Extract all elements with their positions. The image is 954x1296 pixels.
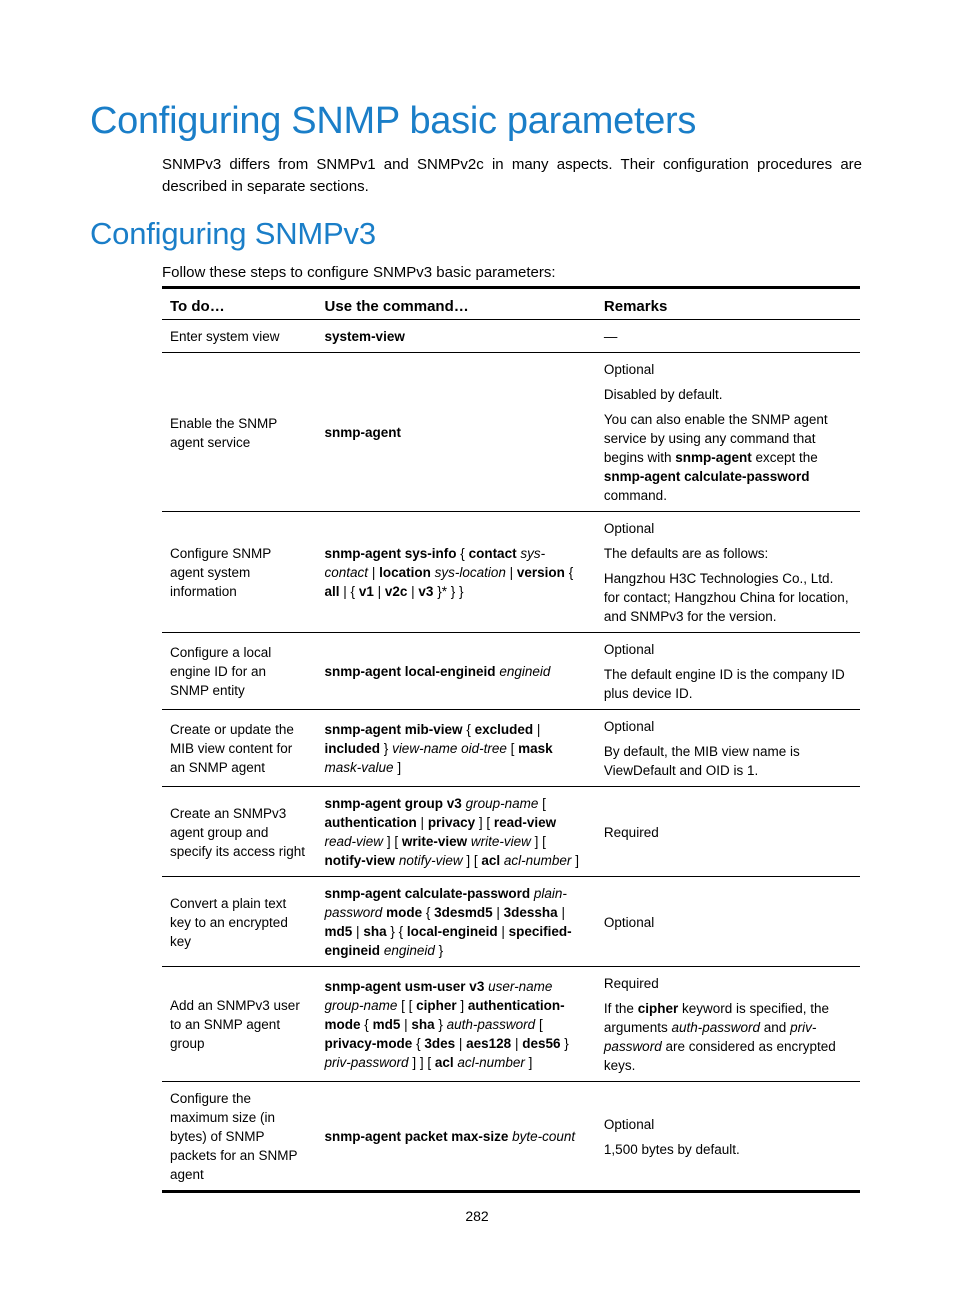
remarks-cell (596, 787, 860, 877)
command-text: contact (468, 546, 517, 561)
remark-text: — (603, 329, 618, 344)
todo-cell: Configure SNMP agent system information (162, 512, 317, 633)
command-text: v2c (384, 584, 408, 599)
command-text: | (352, 924, 364, 939)
command-text: 3dessha (503, 905, 558, 920)
todo-cell: Configure a local engine ID for an SNMP entity (162, 633, 317, 710)
command-cell (317, 1082, 596, 1192)
command-text: md5 (372, 1017, 401, 1032)
remark-text: and (760, 1020, 791, 1035)
command-text: } (380, 741, 393, 756)
command-text: notify-view (324, 853, 396, 868)
command-text: acl (434, 1055, 454, 1070)
todo-cell: Configure the maximum size (in bytes) of SNMP packets for an SNMP agent (170, 1091, 298, 1182)
command-text: | (533, 722, 541, 737)
command-text: view-name oid-tree (392, 741, 507, 756)
command-cell (317, 320, 596, 353)
lead-sentence: Follow these steps to configure SNMPv3 basic parameters: (162, 264, 556, 281)
remark-text: Required (603, 824, 659, 840)
todo-cell: Enter system view (162, 320, 317, 353)
command-text: byte-count (512, 1129, 576, 1144)
command-text: [ (538, 796, 546, 811)
command-text: sys-location (434, 565, 506, 580)
remark-text: cipher (637, 1001, 679, 1016)
command-text: priv-password (324, 1055, 409, 1070)
command-text: | { (339, 584, 359, 599)
command-text: | (368, 565, 380, 580)
remark-text: priv-password (603, 1020, 817, 1054)
table-row (162, 512, 860, 633)
remarks-cell (596, 353, 860, 512)
command-text: sha (363, 924, 387, 939)
command-text: ] [ (530, 834, 546, 849)
remark-text: Optional (603, 521, 655, 536)
command-text: } (560, 1036, 569, 1051)
remark-paragraph (604, 974, 852, 993)
command-text: read-view (493, 815, 557, 830)
remark-paragraph (604, 665, 852, 703)
command-text: { (564, 565, 574, 580)
configuration-steps-table (162, 286, 860, 1193)
command-text: v3 (418, 584, 434, 599)
command-text: acl (481, 853, 501, 868)
remarks-cell (596, 877, 860, 967)
command-cell (317, 787, 596, 877)
command-text: | (407, 584, 419, 599)
remarks-cell (596, 710, 860, 787)
header-command: Use the command… (317, 288, 596, 320)
command-text: | (400, 1017, 412, 1032)
command-text: { (422, 905, 435, 920)
command-text: snmp-agent group v3 (324, 796, 462, 811)
table-row (162, 787, 860, 877)
command-text: 3desmd5 (434, 905, 493, 920)
remark-paragraph (604, 327, 852, 346)
page-title: Configuring SNMP basic parameters (90, 100, 697, 142)
command-text: acl-number (503, 853, 572, 868)
command-text: ] [ (462, 853, 482, 868)
remark-text: Optional (603, 914, 655, 930)
command-text: ] (456, 998, 468, 1013)
command-text: snmp-agent sys-info (324, 546, 457, 561)
remark-text: are considered as encrypted keys. (603, 1039, 836, 1073)
remark-paragraph (604, 823, 852, 842)
command-text: ] ] [ (408, 1055, 435, 1070)
command-text: { (360, 1017, 373, 1032)
command-text: privacy (427, 815, 476, 830)
remark-text: Optional (603, 1116, 655, 1132)
command-text: engineid (383, 943, 435, 958)
command-text: engineid (499, 664, 551, 679)
command-text: mask-value (324, 760, 394, 775)
remark-paragraph (604, 519, 852, 538)
command-text: authentication-mode (324, 998, 565, 1032)
table-row (162, 710, 860, 787)
command-cell (317, 877, 596, 967)
remark-paragraph (604, 410, 852, 505)
command-text: | (416, 815, 428, 830)
command-text: included (324, 741, 381, 756)
remark-paragraph (604, 742, 852, 780)
command-text: ] [ (383, 834, 402, 849)
command-text: aes128 (466, 1036, 512, 1051)
command-cell (317, 353, 596, 512)
command-cell (317, 967, 596, 1082)
command-text: system-view (324, 329, 405, 344)
table-row (162, 320, 860, 353)
remark-text: By default, the MIB view name is ViewDefault and OID is 1. (603, 744, 800, 778)
todo-cell: Convert a plain text key to an encrypted key (162, 877, 317, 967)
remarks-cell (596, 320, 860, 353)
table-row (162, 1082, 860, 1192)
command-text: sha (411, 1017, 435, 1032)
command-text: 3des (424, 1036, 456, 1051)
todo-cell: Create an SNMPv3 agent group and specify its access right (162, 787, 317, 877)
command-text: v1 (358, 584, 374, 599)
command-text: } { (386, 924, 407, 939)
remark-text: snmp-agent calculate-password (603, 469, 810, 484)
remark-paragraph (604, 717, 852, 736)
command-text: md5 (324, 924, 353, 939)
remark-paragraph (604, 999, 852, 1075)
command-cell (317, 512, 596, 633)
command-text: excluded (474, 722, 534, 737)
command-text: snmp-agent (324, 425, 402, 440)
command-text: | (505, 565, 517, 580)
todo-cell: Create or update the MIB view content for an SNMP agent (162, 710, 317, 787)
command-text: snmp-agent calculate-password (324, 886, 531, 901)
remark-text: 1,500 bytes by default. (603, 1141, 740, 1157)
remark-paragraph (604, 385, 852, 404)
intro-paragraph: SNMPv3 differs from SNMPv1 and SNMPv2c in many aspects. Their configuration procedures are described in separate sections. (162, 156, 862, 195)
command-text: { (456, 546, 469, 561)
command-text: local-engineid (406, 924, 498, 939)
command-text: | (492, 905, 504, 920)
todo-cell: Enable the SNMP agent service (162, 353, 317, 512)
command-text: } (434, 1017, 447, 1032)
todo-cell: Add an SNMPv3 user to an SNMP agent group (162, 967, 317, 1082)
command-text: { (412, 1036, 425, 1051)
remark-text: except the (751, 450, 818, 465)
command-text: version (516, 565, 565, 580)
remark-text: Optional (603, 362, 655, 377)
command-text: sys-contact (324, 546, 546, 580)
remark-paragraph (604, 360, 852, 379)
command-text: snmp-agent usm-user v3 (324, 979, 485, 994)
remark-paragraph (604, 569, 852, 626)
table-row (162, 967, 860, 1082)
remark-text: keyword is specified, the arguments (603, 1001, 830, 1035)
command-text: ] (571, 853, 579, 868)
command-text: snmp-agent local-engineid (324, 664, 496, 679)
command-text: ] (393, 760, 402, 775)
remarks-cell (596, 633, 860, 710)
command-text: }* } } (433, 584, 464, 599)
command-text: group-name (324, 998, 398, 1013)
command-text: mask (518, 741, 553, 756)
command-text: auth-password (446, 1017, 536, 1032)
command-cell (317, 633, 596, 710)
remark-text: The default engine ID is the company ID plus device ID. (603, 667, 845, 701)
remark-text: Disabled by default. (603, 387, 723, 402)
remarks-cell (596, 512, 860, 633)
header-todo: To do… (162, 288, 317, 320)
command-text: des56 (522, 1036, 561, 1051)
command-text: specified-engineid (324, 924, 572, 958)
remark-text: Optional (603, 719, 655, 734)
command-text: plain-password (324, 886, 567, 920)
remark-text: snmp-agent (675, 450, 752, 465)
remark-paragraph (604, 1115, 852, 1134)
table-header-row (162, 288, 860, 320)
remark-text: Hangzhou H3C Technologies Co., Ltd. for contact; Hangzhou China for location, and SNMPv3 for the version. (603, 571, 849, 624)
command-text: privacy-mode (324, 1036, 413, 1051)
remarks-cell (596, 1082, 860, 1192)
remark-paragraph (604, 1140, 852, 1159)
remark-text: If the (603, 1001, 638, 1016)
command-text: | (497, 924, 509, 939)
command-text: | (557, 905, 565, 920)
command-text: } (434, 943, 444, 958)
command-text: all (324, 584, 340, 599)
remark-text: Optional (603, 642, 655, 657)
table-row (162, 877, 860, 967)
remarks-cell (596, 967, 860, 1082)
command-text: [ (535, 1017, 543, 1032)
table-row (162, 353, 860, 512)
command-text: | (455, 1036, 467, 1051)
command-text: acl-number (457, 1055, 525, 1070)
command-text: ] [ (475, 815, 494, 830)
remark-text: You can also enable the SNMP agent service by using any command that begins with (603, 412, 828, 465)
header-remarks: Remarks (596, 288, 860, 320)
command-text: write-view (470, 834, 531, 849)
command-text: snmp-agent packet max-size (324, 1129, 509, 1144)
section-heading: Configuring SNMPv3 (90, 216, 376, 251)
command-text: | (373, 584, 385, 599)
remark-text: The defaults are as follows: (603, 546, 769, 561)
command-cell (317, 710, 596, 787)
remark-text: auth-password (671, 1020, 761, 1035)
command-text: location (379, 565, 431, 580)
table-body (162, 320, 860, 1192)
command-text: | (511, 1036, 523, 1051)
command-text: [ (506, 741, 519, 756)
command-text: { (462, 722, 475, 737)
command-text: read-view (324, 834, 384, 849)
command-text: user-name (488, 979, 553, 994)
command-text: mode (386, 905, 423, 920)
remark-paragraph (604, 913, 852, 932)
remark-text: command. (603, 488, 667, 503)
remark-text: Required (603, 976, 659, 991)
command-text: [ [ (397, 998, 417, 1013)
command-text: cipher (416, 998, 457, 1013)
table-row (162, 633, 860, 710)
command-text: ] (524, 1055, 533, 1070)
command-text: write-view (401, 834, 468, 849)
command-text: notify-view (398, 853, 463, 868)
remark-paragraph (604, 640, 852, 659)
command-text: snmp-agent mib-view (324, 722, 463, 737)
command-text: group-name (465, 796, 539, 811)
remark-paragraph (604, 544, 852, 563)
page-number: 282 (465, 1208, 489, 1224)
command-text: authentication (324, 815, 417, 830)
